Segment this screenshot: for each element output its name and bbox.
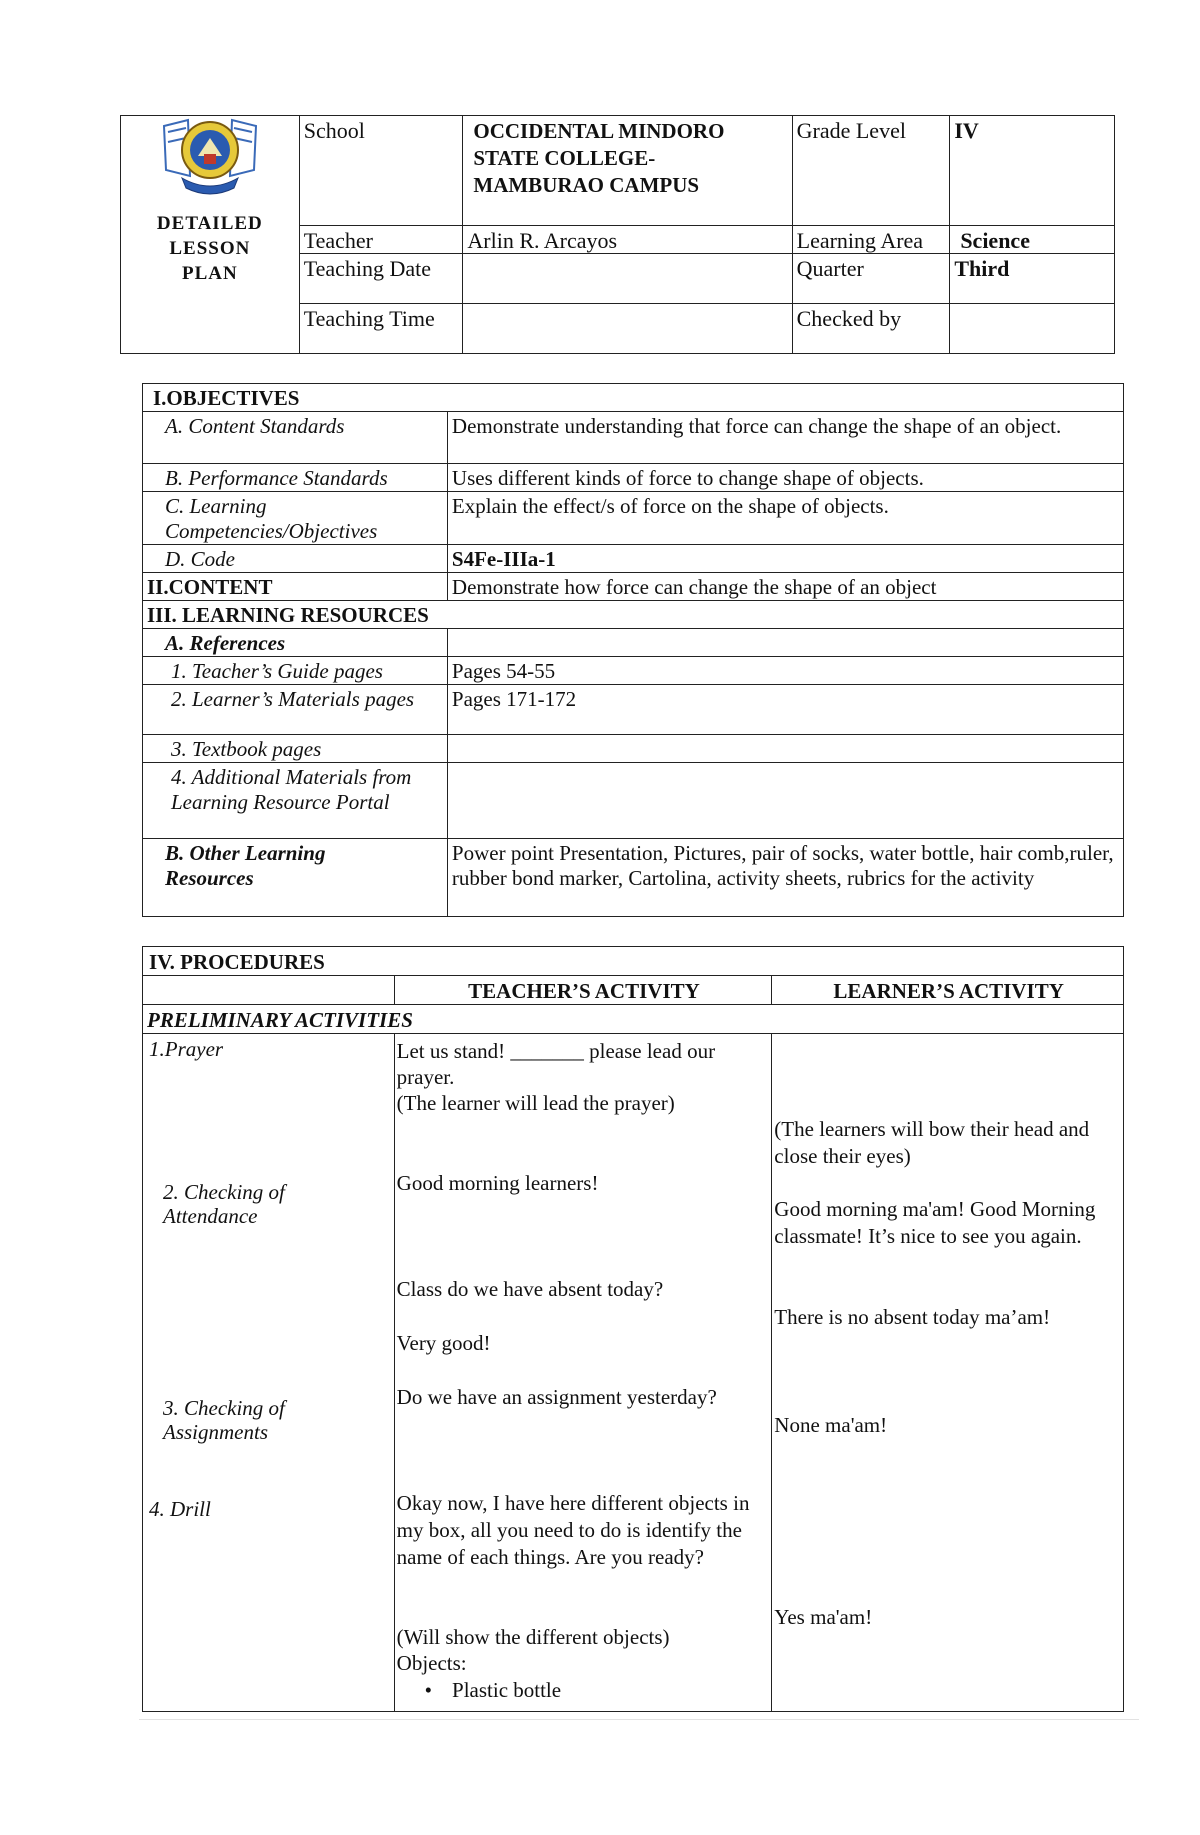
teacher-line-9: Objects: [396,1651,467,1675]
code-label: D. Code [143,545,448,573]
learner-line-3: There is no absent today ma’am! [774,1305,1051,1329]
teaching-date-label: Teaching Date [299,254,463,304]
learning-area-value: Science [950,226,1115,254]
checked-by-value [950,304,1115,354]
logo-cell [121,116,300,354]
step-assignments: 3. Checking of Assignments [163,1396,285,1444]
additional-materials-label: 4. Additional Materials from Learning Resource Portal [143,763,448,839]
step-drill: 4. Drill [149,1497,211,1521]
content-heading: II.CONTENT [143,573,448,601]
other-resources-value: Power point Presentation, Pictures, pair of socks, water bottle, hair comb,ruler, rubber bond marker, Cartolina, activity sheets, rubrics for the activity [447,839,1123,917]
object-list-item: • Plastic bottle [397,1677,765,1703]
textbook-value [447,735,1123,763]
references-value [447,629,1123,657]
teacher-line-5: Very good! [396,1331,491,1355]
procedures-heading: IV. PROCEDURES [143,947,1124,976]
teacher-value: Arlin R. Arcayos [463,226,792,254]
grade-level-label: Grade Level [792,116,950,226]
school-label: School [299,116,463,226]
objectives-table [142,383,1124,917]
school-seal-icon [160,116,260,198]
other-resources-label: B. Other Learning Resources [143,839,448,917]
learners-materials-value: Pages 171-172 [447,685,1123,735]
teacher-activity-header: TEACHER’S ACTIVITY [394,976,772,1005]
quarter-label: Quarter [792,254,950,304]
competencies-label: C. Learning Competencies/Objectives [143,492,448,545]
grade-level-value: IV [950,116,1115,226]
learner-line-4: None ma'am! [774,1413,888,1437]
additional-materials-value [447,763,1123,839]
preliminary-heading: PRELIMINARY ACTIVITIES [143,1005,1124,1034]
objectives-heading: I.OBJECTIVES [143,384,1124,412]
teacher-line-8: (Will show the different objects) [396,1625,670,1649]
teachers-guide-label: 1. Teacher’s Guide pages [143,657,448,685]
teacher-line-7: Okay now, I have here different objects in my box, all you need to do is identify the name of each things. Are you ready? [396,1491,750,1569]
references-label: A. References [143,629,448,657]
content-standards-label [143,412,448,464]
procedures-blank-header [143,976,395,1005]
textbook-label: 3. Textbook pages [143,735,448,763]
competencies-value: Explain the effect/s of force on the shape of objects. [447,492,1123,545]
code-value: S4Fe-IIIa-1 [447,545,1123,573]
content-standards-label-text: A. Content Standards [165,414,345,438]
teacher-line-6: Do we have an assignment yesterday? [396,1385,717,1409]
learner-line-1: (The learners will bow their head and close their eyes) [774,1117,1090,1168]
page-bottom-rule [139,1719,1139,1720]
content-standards-value: Demonstrate understanding that force can change the shape of an object. [447,412,1123,464]
teacher-line-2: (The learner will lead the prayer) [396,1091,675,1115]
learner-line-5: Yes ma'am! [774,1605,873,1629]
learner-activity-header: LEARNER’S ACTIVITY [772,976,1124,1005]
learners-materials-label: 2. Learner’s Materials pages [143,685,448,735]
quarter-value: Third [950,254,1115,304]
teaching-time-value [463,304,792,354]
learning-area-label: Learning Area [792,226,950,254]
procedures-table [142,946,1124,1712]
teaching-time-label: Teaching Time [299,304,463,354]
step-prayer: 1.Prayer [149,1037,224,1061]
school-value: OCCIDENTAL MINDORO STATE COLLEGE- MAMBURAO CAMPUS [463,116,792,226]
content-value: Demonstrate how force can change the shape of an object [447,573,1123,601]
plan-title: DETAILED LESSON PLAN [156,213,263,284]
teacher-label: Teacher [299,226,463,254]
teacher-line-4: Class do we have absent today? [396,1277,664,1301]
performance-standards-label: B. Performance Standards [143,464,448,492]
header-table [120,115,1115,354]
teacher-line-1: Let us stand! _______ please lead our prayer. [396,1039,716,1089]
teachers-guide-value: Pages 54-55 [447,657,1123,685]
checked-by-label: Checked by [792,304,950,354]
learner-activity-column [772,1034,1124,1712]
performance-standards-value: Uses different kinds of force to change shape of objects. [447,464,1123,492]
steps-column [143,1034,395,1712]
teaching-date-value [463,254,792,304]
step-attendance: 2. Checking of Attendance [163,1180,285,1228]
resources-heading: III. LEARNING RESOURCES [143,601,1124,629]
teacher-line-3: Good morning learners! [396,1171,599,1195]
learner-line-2: Good morning ma'am! Good Morning classmate! It’s nice to see you again. [774,1197,1096,1248]
teacher-activity-column [394,1034,772,1712]
